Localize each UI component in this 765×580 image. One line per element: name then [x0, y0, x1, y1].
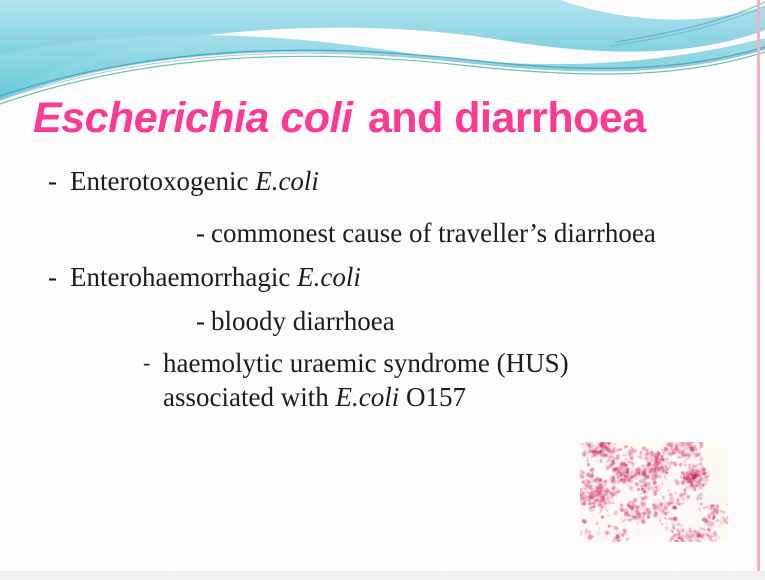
plain-text: Enterotoxogenic	[70, 166, 256, 196]
bottom-gray-bar	[0, 571, 765, 580]
bullet-line	[48, 164, 748, 198]
plain-text: commonest cause of traveller’s diarrhoea	[211, 218, 656, 248]
plain-text: haemolytic uraemic syndrome (HUS) associated with	[163, 348, 569, 412]
italic-species-name: E.coli	[335, 382, 400, 412]
bullet-text	[70, 260, 361, 294]
title-italic-segment: Escherichia coli	[33, 94, 353, 142]
bullet-line	[196, 216, 748, 250]
bullet-text	[163, 346, 683, 414]
bullet-dash: -	[143, 350, 151, 375]
plain-text: O157	[399, 382, 466, 412]
italic-species-name: E.coli	[297, 262, 361, 292]
italic-species-name: E.coli	[255, 166, 319, 196]
bullet-line	[143, 346, 748, 414]
bullet-list	[48, 164, 748, 414]
micrograph-image	[580, 442, 728, 542]
slide-title	[33, 94, 646, 142]
bullet-line	[48, 260, 748, 294]
bullet-text	[211, 216, 656, 250]
bullet-line	[196, 304, 748, 338]
title-segment: and diarrhoea	[356, 94, 646, 142]
bullet-text	[211, 304, 395, 338]
bullet-dash: -	[196, 218, 205, 248]
right-edge-pink-line	[757, 0, 760, 571]
bullet-text	[70, 164, 319, 198]
bullet-dash: -	[196, 306, 205, 336]
bullet-dash: -	[48, 262, 57, 292]
bullet-dash: -	[48, 166, 57, 196]
plain-text: bloody diarrhoea	[211, 306, 395, 336]
plain-text: Enterohaemorrhagic	[70, 262, 298, 292]
